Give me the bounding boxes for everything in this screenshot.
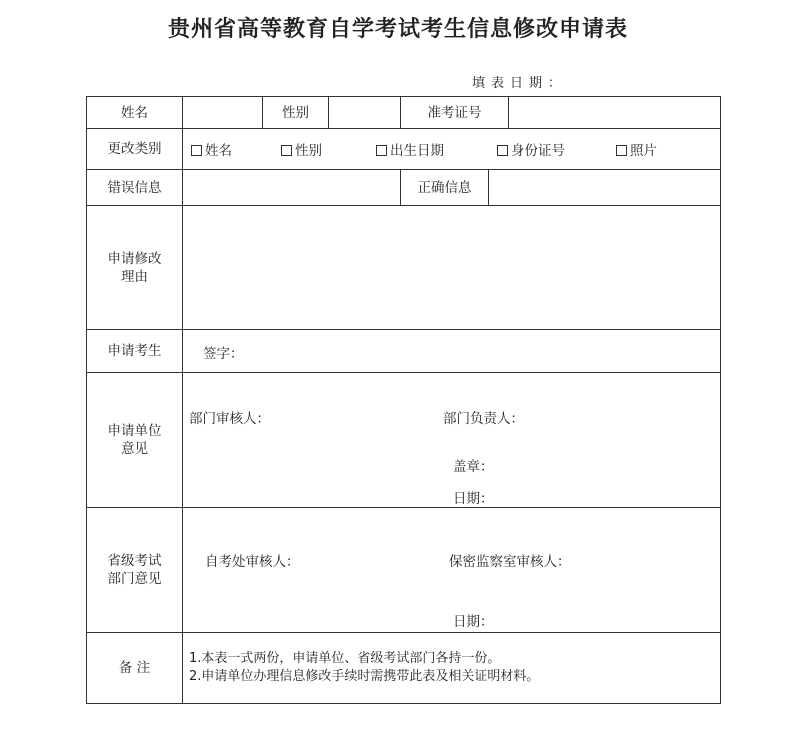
- checkbox-icon[interactable]: [376, 145, 387, 156]
- name-label: 姓名: [87, 97, 183, 129]
- fill-date-label: 填表日期：: [472, 76, 568, 91]
- row-remarks: [87, 633, 721, 704]
- name-input-cell[interactable]: [183, 97, 263, 129]
- checkbox-icon[interactable]: [281, 145, 292, 156]
- ticket-number-input-cell[interactable]: [509, 97, 721, 129]
- row-applicant: [87, 330, 721, 373]
- self-exam-reviewer-label: 自考处审核人：: [205, 554, 300, 570]
- seal-label: 盖章：: [453, 459, 494, 475]
- row-province-opinion: [87, 508, 721, 633]
- applicant-label: 申请考生: [87, 330, 183, 373]
- unit-opinion-label: 申请单位 意见: [87, 373, 183, 508]
- row-reason: [87, 206, 721, 330]
- wrong-info-input-cell[interactable]: [183, 170, 401, 206]
- gender-label: 性别: [263, 97, 329, 129]
- correct-info-input-cell[interactable]: [489, 170, 721, 206]
- unit-reviewer-label: 部门审核人：: [189, 411, 270, 427]
- applicant-sign-cell[interactable]: [183, 330, 721, 373]
- gender-input-cell[interactable]: [329, 97, 401, 129]
- checkbox-icon[interactable]: [497, 145, 508, 156]
- form-title: 贵州省高等教育自学考试考生信息修改申请表: [167, 17, 628, 42]
- unit-head-label: 部门负责人：: [443, 411, 524, 427]
- row-change-type: [87, 129, 721, 170]
- application-form-table: [86, 96, 721, 704]
- correct-info-label: 正确信息: [401, 170, 489, 206]
- security-reviewer-label: 保密监察室审核人：: [449, 554, 571, 570]
- unit-date-label: 日期：: [453, 491, 494, 507]
- ticket-number-label: 准考证号: [401, 97, 509, 129]
- checkbox-icon[interactable]: [616, 145, 627, 156]
- option-name[interactable]: 姓名: [191, 139, 232, 159]
- remark-note-2: 2.申请单位办理信息修改手续时需携带此表及相关证明材料。: [189, 669, 540, 684]
- option-birth-date[interactable]: 出生日期: [376, 139, 444, 159]
- row-unit-opinion: [87, 373, 721, 508]
- checkbox-icon[interactable]: [191, 145, 202, 156]
- province-opinion-cell[interactable]: [183, 508, 721, 633]
- option-gender[interactable]: 性别: [281, 139, 322, 159]
- province-date-label: 日期：: [453, 614, 494, 630]
- province-opinion-label: 省级考试 部门意见: [87, 508, 183, 633]
- unit-opinion-cell[interactable]: [183, 373, 721, 508]
- remarks-cell: [183, 633, 721, 704]
- wrong-info-label: 错误信息: [87, 170, 183, 206]
- change-type-label: 更改类别: [87, 129, 183, 170]
- option-photo[interactable]: 照片: [616, 139, 657, 159]
- reason-label: 申请修改 理由: [87, 206, 183, 330]
- remark-note-1: 1.本表一式两份，申请单位、省级考试部门各持一份。: [189, 651, 501, 666]
- option-id-number[interactable]: 身份证号: [497, 139, 565, 159]
- remarks-label: 备 注: [87, 633, 183, 704]
- reason-input-cell[interactable]: [183, 206, 721, 330]
- change-type-options: [183, 129, 721, 170]
- row-basic-info: [87, 97, 721, 129]
- sign-label: 签字：: [203, 346, 244, 362]
- row-info-correction: [87, 170, 721, 206]
